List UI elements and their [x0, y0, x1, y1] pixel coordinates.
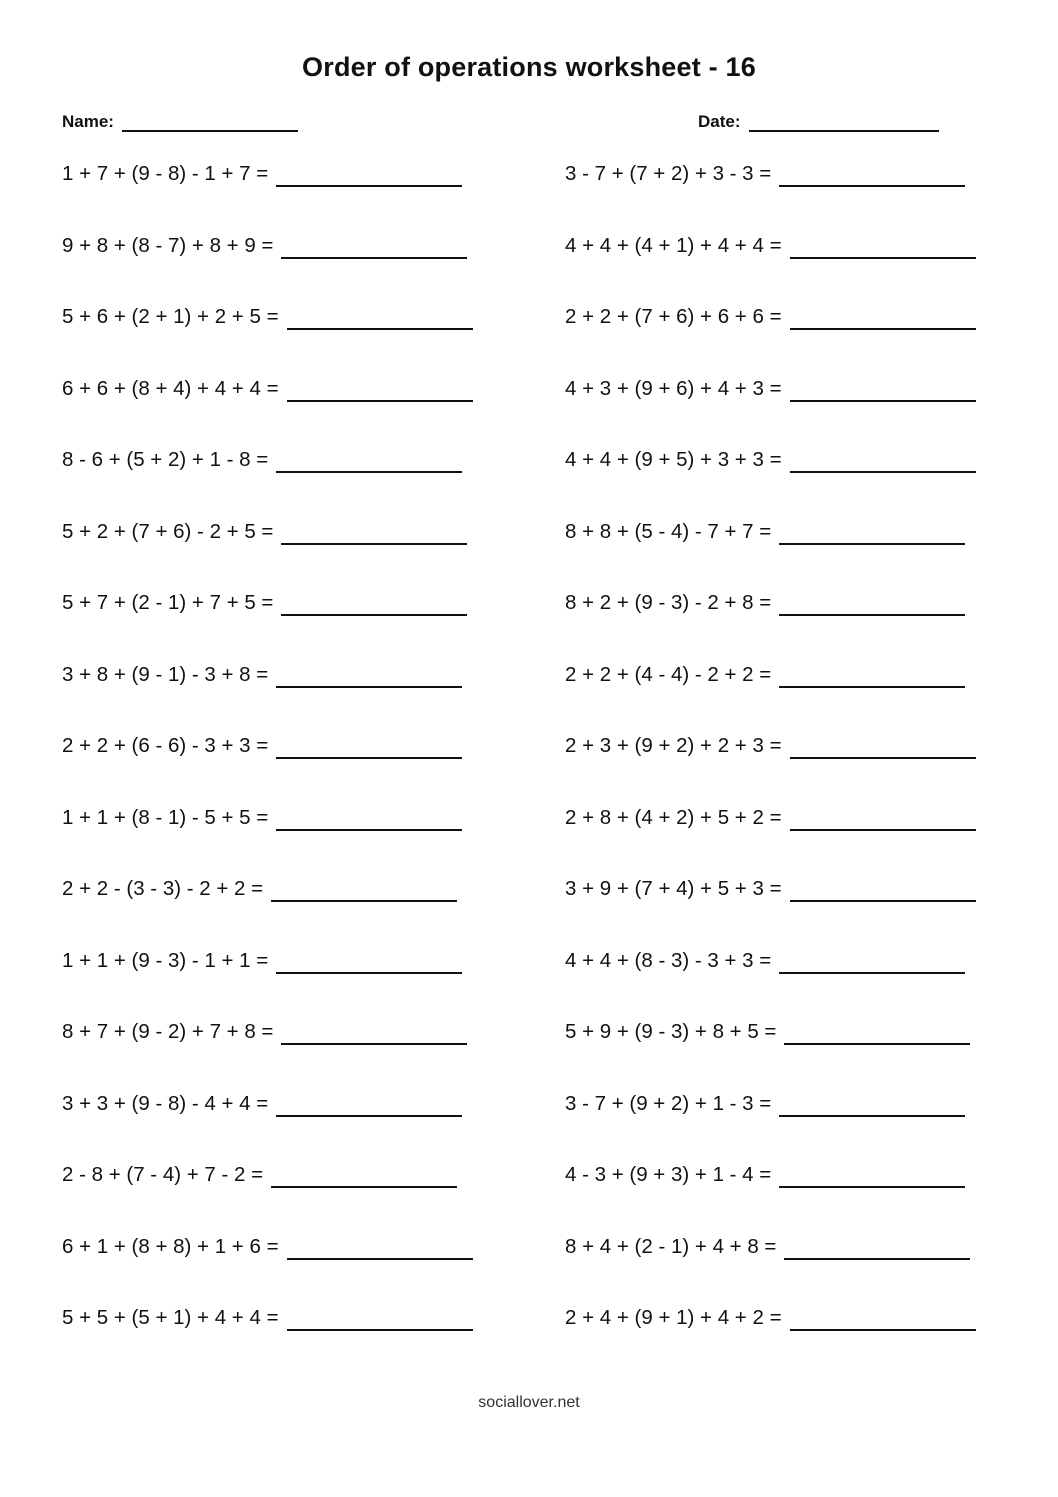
problem-row	[62, 1089, 473, 1161]
problem-row	[62, 588, 473, 660]
problem-row	[565, 374, 976, 446]
answer-line[interactable]	[790, 231, 976, 259]
answer-line[interactable]	[790, 445, 976, 473]
problem-expression: 3 + 9 + (7 + 4) + 5 + 3 =	[565, 877, 782, 900]
answer-line[interactable]	[276, 731, 462, 759]
problem-expression: 4 + 3 + (9 + 6) + 4 + 3 =	[565, 376, 782, 400]
problem-expression: 5 + 6 + (2 + 1) + 2 + 5 =	[62, 305, 279, 328]
name-line[interactable]	[122, 112, 298, 132]
date-line[interactable]	[749, 112, 939, 132]
problem-expression: 6 + 6 + (8 + 4) + 4 + 4 =	[62, 376, 279, 400]
answer-line[interactable]	[281, 231, 467, 259]
date-label: Date:	[698, 112, 741, 131]
answer-line[interactable]	[779, 660, 965, 688]
problem-row	[565, 231, 976, 303]
problem-row	[62, 1160, 473, 1232]
answer-line[interactable]	[779, 588, 965, 616]
problem-row	[62, 302, 473, 374]
problem-row	[565, 445, 976, 517]
problem-expression: 3 + 3 + (9 - 8) - 4 + 4 =	[62, 1091, 269, 1115]
problem-row	[565, 660, 976, 732]
problem-expression: 5 + 7 + (2 - 1) + 7 + 5 =	[62, 591, 274, 614]
problem-expression: 8 + 7 + (9 - 2) + 7 + 8 =	[62, 1020, 274, 1043]
problem-expression: 1 + 1 + (8 - 1) - 5 + 5 =	[62, 805, 269, 829]
answer-line[interactable]	[779, 946, 965, 974]
problem-expression: 2 + 8 + (4 + 2) + 5 + 2 =	[565, 805, 782, 829]
answer-line[interactable]	[790, 302, 976, 330]
right-problem-column	[565, 159, 976, 1375]
answer-line[interactable]	[281, 517, 467, 545]
name-label: Name:	[62, 112, 114, 131]
problem-row	[62, 1232, 473, 1304]
problem-row	[62, 803, 473, 875]
problem-expression: 8 + 2 + (9 - 3) - 2 + 8 =	[565, 591, 772, 614]
answer-line[interactable]	[281, 1017, 467, 1045]
problem-expression: 8 - 6 + (5 + 2) + 1 - 8 =	[62, 448, 269, 471]
problem-expression: 2 + 3 + (9 + 2) + 2 + 3 =	[565, 734, 782, 757]
answer-line[interactable]	[779, 1089, 965, 1117]
problem-row	[565, 1089, 976, 1161]
problem-expression: 2 + 2 - (3 - 3) - 2 + 2 =	[62, 877, 264, 900]
problem-row	[62, 874, 473, 946]
problem-row	[62, 731, 473, 803]
problem-expression: 3 + 8 + (9 - 1) - 3 + 8 =	[62, 662, 269, 686]
answer-line[interactable]	[784, 1017, 970, 1045]
date-field[interactable]	[698, 112, 939, 132]
answer-line[interactable]	[276, 445, 462, 473]
problem-row	[565, 588, 976, 660]
answer-line[interactable]	[271, 874, 457, 902]
problem-expression: 2 + 2 + (6 - 6) - 3 + 3 =	[62, 734, 269, 757]
answer-line[interactable]	[779, 1160, 965, 1188]
problem-expression: 2 + 2 + (7 + 6) + 6 + 6 =	[565, 305, 782, 328]
problem-row	[62, 374, 473, 446]
answer-line[interactable]	[790, 374, 976, 402]
problem-row	[565, 1232, 976, 1304]
problem-expression: 5 + 5 + (5 + 1) + 4 + 4 =	[62, 1306, 279, 1329]
problem-row	[565, 803, 976, 875]
problem-row	[62, 946, 473, 1018]
problem-row	[565, 946, 976, 1018]
answer-line[interactable]	[276, 660, 462, 688]
answer-line[interactable]	[790, 874, 976, 902]
problem-expression: 6 + 1 + (8 + 8) + 1 + 6 =	[62, 1234, 279, 1258]
answer-line[interactable]	[276, 946, 462, 974]
answer-line[interactable]	[271, 1160, 457, 1188]
problem-row	[62, 1303, 473, 1375]
answer-line[interactable]	[276, 803, 462, 831]
answer-line[interactable]	[281, 588, 467, 616]
problem-expression: 1 + 1 + (9 - 3) - 1 + 1 =	[62, 948, 269, 972]
problem-expression: 4 + 4 + (4 + 1) + 4 + 4 =	[565, 233, 782, 257]
left-problem-column	[62, 159, 473, 1375]
problem-expression: 2 + 4 + (9 + 1) + 4 + 2 =	[565, 1306, 782, 1329]
problem-expression: 2 + 2 + (4 - 4) - 2 + 2 =	[565, 662, 772, 686]
problem-expression: 5 + 9 + (9 - 3) + 8 + 5 =	[565, 1020, 777, 1043]
problem-expression: 1 + 7 + (9 - 8) - 1 + 7 =	[62, 162, 269, 185]
answer-line[interactable]	[779, 517, 965, 545]
answer-line[interactable]	[790, 803, 976, 831]
worksheet-title: Order of operations worksheet - 16	[302, 52, 756, 82]
answer-line[interactable]	[779, 159, 965, 187]
footer-site: sociallover.net	[478, 1394, 580, 1411]
problem-row	[62, 159, 473, 231]
answer-line[interactable]	[276, 159, 462, 187]
problem-expression: 3 - 7 + (9 + 2) + 1 - 3 =	[565, 1091, 772, 1115]
answer-line[interactable]	[287, 302, 473, 330]
answer-line[interactable]	[790, 1303, 976, 1331]
problem-row	[62, 1017, 473, 1089]
problem-expression: 4 + 4 + (8 - 3) - 3 + 3 =	[565, 948, 772, 972]
answer-line[interactable]	[287, 1232, 473, 1260]
problem-expression: 9 + 8 + (8 - 7) + 8 + 9 =	[62, 233, 274, 257]
problem-expression: 8 + 8 + (5 - 4) - 7 + 7 =	[565, 519, 772, 543]
problem-row	[62, 660, 473, 732]
problem-row	[565, 1303, 976, 1375]
answer-line[interactable]	[784, 1232, 970, 1260]
problem-row	[62, 231, 473, 303]
problem-expression: 5 + 2 + (7 + 6) - 2 + 5 =	[62, 519, 274, 543]
problem-row	[565, 1160, 976, 1232]
name-field[interactable]	[62, 112, 298, 132]
problem-row	[565, 1017, 976, 1089]
problem-row	[62, 517, 473, 589]
answer-line[interactable]	[287, 374, 473, 402]
problem-expression: 4 + 4 + (9 + 5) + 3 + 3 =	[565, 448, 782, 471]
problem-expression: 2 - 8 + (7 - 4) + 7 - 2 =	[62, 1163, 264, 1186]
problem-expression: 4 - 3 + (9 + 3) + 1 - 4 =	[565, 1163, 772, 1186]
problem-row	[565, 159, 976, 231]
answer-line[interactable]	[790, 731, 976, 759]
problem-expression: 8 + 4 + (2 - 1) + 4 + 8 =	[565, 1234, 777, 1258]
problem-row	[565, 517, 976, 589]
problem-expression: 3 - 7 + (7 + 2) + 3 - 3 =	[565, 162, 772, 185]
answer-line[interactable]	[287, 1303, 473, 1331]
problem-row	[565, 302, 976, 374]
answer-line[interactable]	[276, 1089, 462, 1117]
problem-row	[62, 445, 473, 517]
problem-row	[565, 731, 976, 803]
problem-row	[565, 874, 976, 946]
